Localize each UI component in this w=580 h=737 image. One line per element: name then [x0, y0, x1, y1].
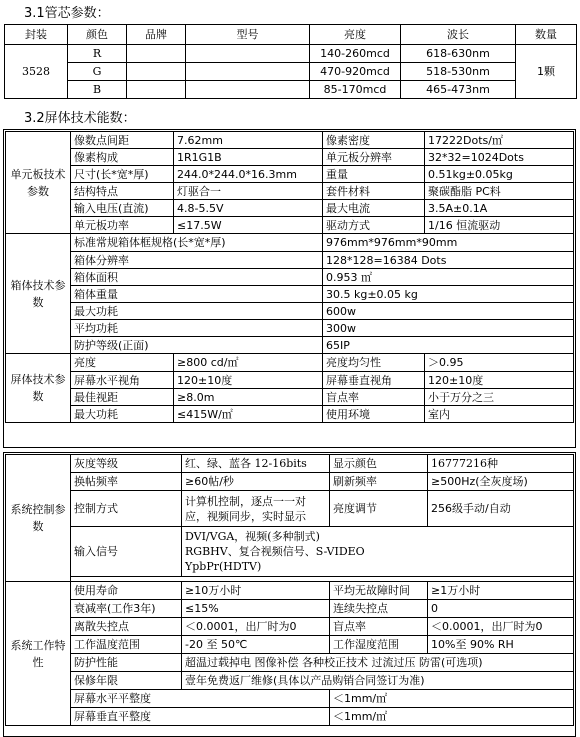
work-value: ≥1万小时	[428, 582, 574, 600]
header-brightness: 亮度	[310, 25, 401, 45]
unit-label: 输入电压(直流)	[71, 200, 174, 217]
screen-value: ≥8.0m	[174, 389, 323, 406]
cabinet-value: 65IP	[323, 337, 574, 354]
screen-value: 小于万分之三	[425, 389, 574, 406]
display-color-value: 16777216种	[428, 455, 574, 473]
grey-value: 红、绿、蓝各 12-16bits	[182, 455, 330, 473]
bright-adj-label: 亮度调节	[330, 491, 428, 527]
unit-label: 像素构成	[71, 149, 174, 166]
section-title-3-2: 3.2屏体技术能数：	[24, 111, 136, 126]
flat-h-value: ＜1mm/㎡	[330, 690, 574, 708]
input-label: 输入信号	[71, 527, 182, 577]
cabinet-label: 最大功耗	[71, 303, 323, 320]
input-line: YpbPr(HDTV)	[185, 560, 262, 573]
work-value: 10%至 90% RH	[428, 636, 574, 654]
header-brand: 品牌	[127, 25, 186, 45]
header-color: 颜色	[68, 25, 127, 45]
work-value: -20 至 50℃	[182, 636, 330, 654]
screen-value: ＞0.95	[425, 354, 574, 372]
control-label: 控制方式	[71, 491, 182, 527]
unit-label: 单元板分辨率	[323, 149, 425, 166]
unit-label: 单元板功率	[71, 217, 174, 234]
flat-v-label: 屏幕垂直平整度	[71, 708, 330, 726]
screen-label: 屏幕垂直视角	[323, 372, 425, 389]
work-value: ＜0.0001，出厂时为0	[182, 618, 330, 636]
screen-value: ≤415W/㎡	[174, 406, 323, 423]
qty-value: 1颗	[516, 45, 577, 99]
cabinet-label: 防护等级(正面)	[71, 337, 323, 354]
header-package: 封装	[5, 25, 68, 45]
header-wavelength: 波长	[401, 25, 516, 45]
work-label: 使用寿命	[71, 582, 182, 600]
work-label: 连续失控点	[330, 600, 428, 618]
cabinet-label: 标准常规箱体框规格(长*宽*厚)	[71, 234, 323, 252]
cabinet-value: 600w	[323, 303, 574, 320]
cabinet-label: 箱体重量	[71, 286, 323, 303]
screen-group-label: 屏体技术参数	[6, 354, 71, 423]
control-group-label: 系统控制参数	[6, 455, 71, 582]
unit-label: 驱动方式	[323, 217, 425, 234]
screen-params-table	[5, 131, 574, 423]
unit-value: 17222Dots/㎡	[425, 132, 574, 149]
color-b: B	[68, 81, 127, 99]
work-label: 工作湿度范围	[330, 636, 428, 654]
color-g: G	[68, 63, 127, 81]
work-label: 衰减率(工作3年)	[71, 600, 182, 618]
warranty-label: 保修年限	[71, 672, 182, 690]
cabinet-value: 30.5 kg±0.05 kg	[323, 286, 574, 303]
cabinet-group-label: 箱体技术参数	[6, 234, 71, 354]
flat-h-label: 屏幕水平平整度	[71, 690, 330, 708]
frame-label: 换帖频率	[71, 473, 182, 491]
work-value: ≥10万小时	[182, 582, 330, 600]
screen-label: 亮度	[71, 354, 174, 372]
unit-value: 7.62mm	[174, 132, 323, 149]
refresh-label: 刷新频率	[330, 473, 428, 491]
grey-label: 灰度等级	[71, 455, 182, 473]
brightness-g: 470-920mcd	[310, 63, 401, 81]
header-qty: 数量	[516, 25, 577, 45]
unit-label: 套件材料	[323, 183, 425, 200]
screen-label: 最大功耗	[71, 406, 174, 423]
bright-adj-value: 256级手动/自动	[428, 491, 574, 527]
work-label: 工作温度范围	[71, 636, 182, 654]
brand-cell	[127, 45, 186, 63]
input-line: RGBHV、复合视频信号、S-VIDEO	[185, 545, 365, 558]
unit-label: 像数点间距	[71, 132, 174, 149]
unit-value: 4.8-5.5V	[174, 200, 323, 217]
brightness-b: 85-170mcd	[310, 81, 401, 99]
screen-value: 120±10度	[425, 372, 574, 389]
unit-value: 32*32=1024Dots	[425, 149, 574, 166]
wavelength-g: 518-530nm	[401, 63, 516, 81]
cabinet-label: 箱体分辨率	[71, 252, 323, 269]
protect-value: 超温过载掉电 图像补偿 各种校正技术 过流过压 防雷(可选项)	[182, 654, 574, 672]
section-title-3-1: 3.1管芯参数：	[24, 6, 110, 21]
input-value	[182, 527, 574, 577]
model-cell	[186, 63, 310, 81]
refresh-value: ≥500Hz(全灰度场)	[428, 473, 574, 491]
unit-label: 像素密度	[323, 132, 425, 149]
screen-value: ≥800 cd/㎡	[174, 354, 323, 372]
work-label: 平均无故障时间	[330, 582, 428, 600]
unit-value: 1/16 恒流驱动	[425, 217, 574, 234]
cabinet-label: 平均功耗	[71, 320, 323, 337]
unit-label: 最大电流	[323, 200, 425, 217]
screen-value: 120±10度	[174, 372, 323, 389]
unit-value: ≤17.5W	[174, 217, 323, 234]
color-r: R	[68, 45, 127, 63]
system-params-table	[5, 454, 574, 726]
flat-v-value: ＜1mm/㎡	[330, 708, 574, 726]
screen-label: 亮度均匀性	[323, 354, 425, 372]
screen-label: 屏幕水平视角	[71, 372, 174, 389]
unit-value: 0.51kg±0.05kg	[425, 166, 574, 183]
work-group-label: 系统工作特性	[6, 582, 71, 726]
cabinet-value: 976mm*976mm*90mm	[323, 234, 574, 252]
work-value: ＜0.0001，出厂时为0	[428, 618, 574, 636]
model-cell	[186, 45, 310, 63]
unit-value: 244.0*244.0*16.3mm	[174, 166, 323, 183]
header-model: 型号	[186, 25, 310, 45]
screen-label: 盲点率	[323, 389, 425, 406]
unit-value: 3.5A±0.1A	[425, 200, 574, 217]
cabinet-value: 300w	[323, 320, 574, 337]
wavelength-r: 618-630nm	[401, 45, 516, 63]
unit-value: 灯驱合一	[174, 183, 323, 200]
control-value: 计算机控制，逐点一一对应，视频同步，实时显示	[182, 491, 330, 527]
unit-label: 尺寸(长*宽*厚)	[71, 166, 174, 183]
brand-cell	[127, 81, 186, 99]
unit-label: 重量	[323, 166, 425, 183]
frame-value: ≥60帖/秒	[182, 473, 330, 491]
warranty-value: 壹年免费返厂维修(具体以产品购销合同签订为准)	[182, 672, 574, 690]
wavelength-b: 465-473nm	[401, 81, 516, 99]
unit-label: 结构特点	[71, 183, 174, 200]
work-label: 离散失控点	[71, 618, 182, 636]
cabinet-value: 128*128=16384 Dots	[323, 252, 574, 269]
work-value: ≤15%	[182, 600, 330, 618]
brand-cell	[127, 63, 186, 81]
unit-group-label: 单元板技术参数	[6, 132, 71, 234]
screen-value: 室内	[425, 406, 574, 423]
screen-label: 使用环境	[323, 406, 425, 423]
screen-label: 最佳视距	[71, 389, 174, 406]
unit-value: 聚碳酯脂 PC料	[425, 183, 574, 200]
package-value: 3528	[5, 45, 68, 99]
unit-value: 1R1G1B	[174, 149, 323, 166]
model-cell	[186, 81, 310, 99]
chip-params-table	[4, 24, 577, 99]
input-line: DVI/VGA，视频(多种制式)	[185, 530, 320, 543]
work-value: 0	[428, 600, 574, 618]
cabinet-value: 0.953 ㎡	[323, 269, 574, 286]
display-color-label: 显示颜色	[330, 455, 428, 473]
cabinet-label: 箱体面积	[71, 269, 323, 286]
work-label: 盲点率	[330, 618, 428, 636]
brightness-r: 140-260mcd	[310, 45, 401, 63]
protect-label: 防护性能	[71, 654, 182, 672]
